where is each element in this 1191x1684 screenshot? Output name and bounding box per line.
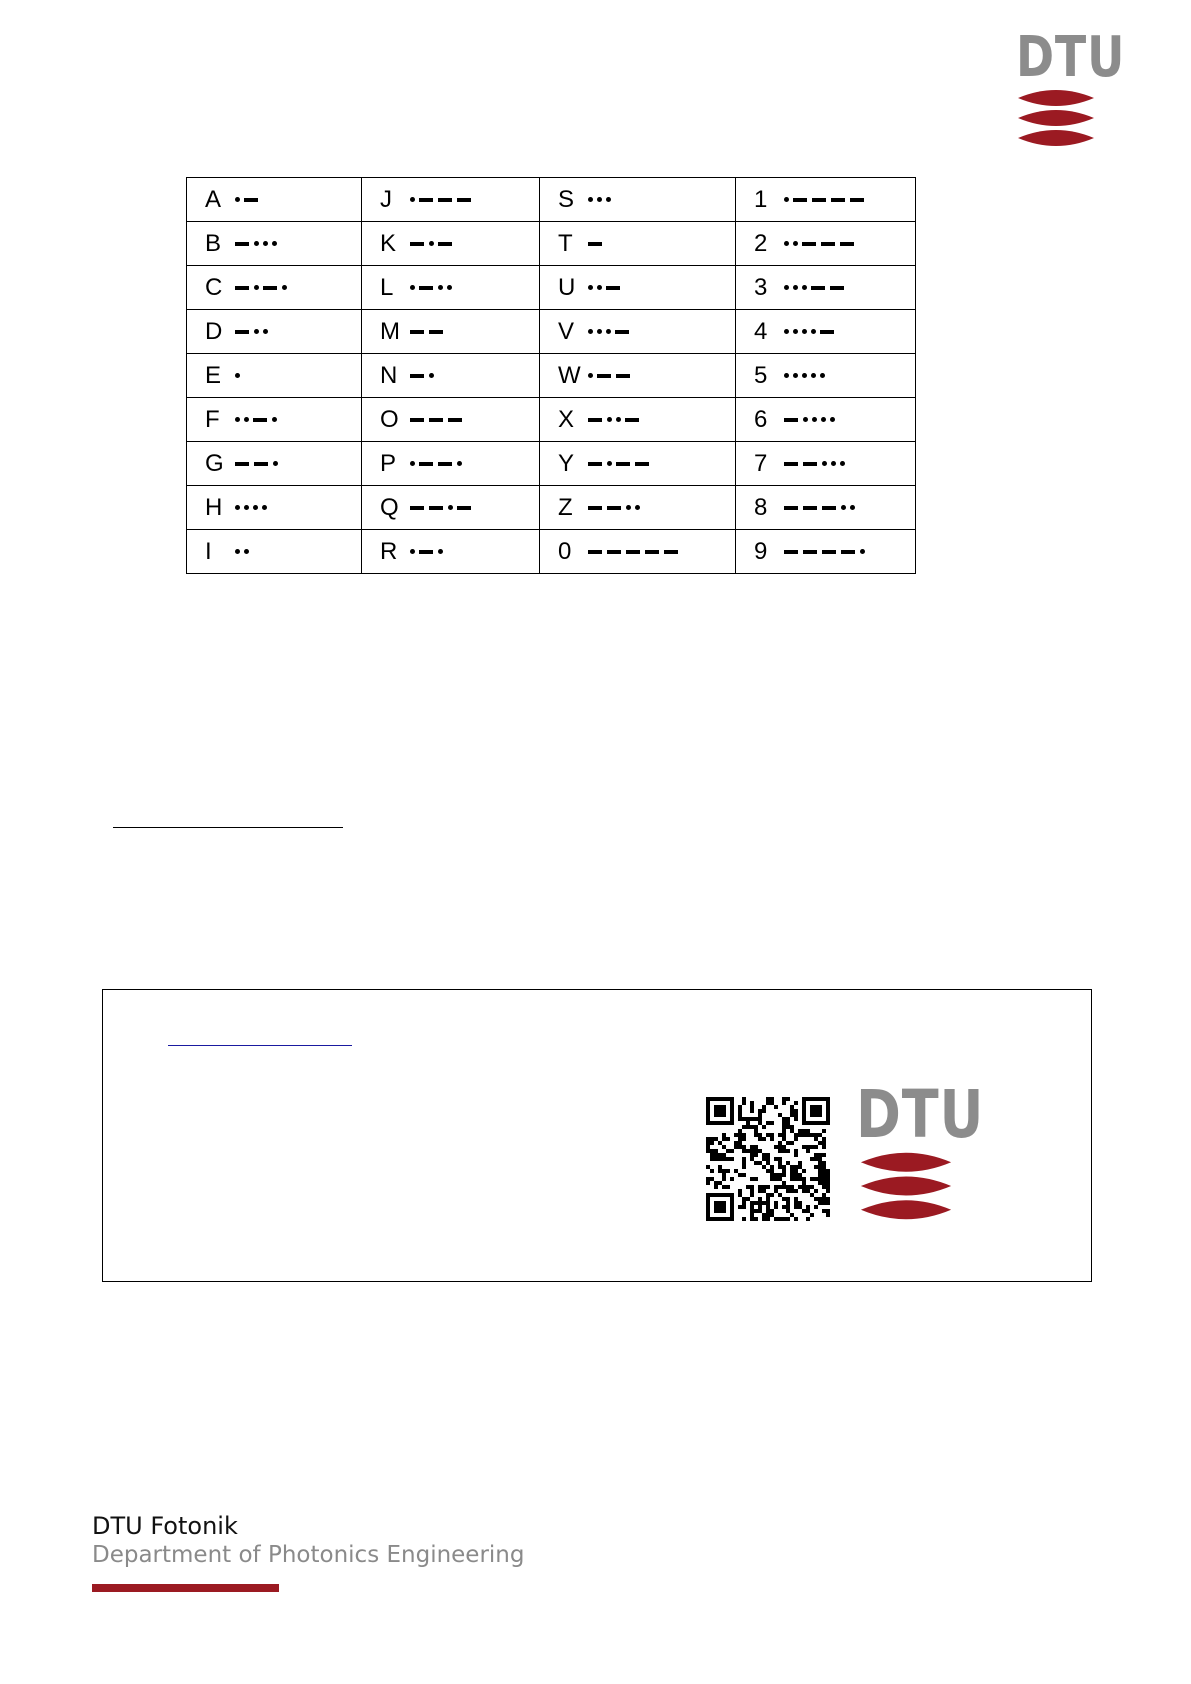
morse-dot	[793, 285, 798, 290]
morse-dot	[410, 461, 415, 466]
morse-code	[235, 241, 281, 246]
morse-dash	[820, 330, 834, 334]
table-row	[187, 398, 916, 442]
morse-cell	[736, 354, 916, 398]
morse-dash	[588, 506, 602, 510]
morse-code	[410, 373, 438, 378]
morse-code	[588, 417, 644, 422]
morse-character: D	[205, 317, 223, 345]
morse-dash	[419, 286, 433, 290]
morse-dash	[253, 418, 267, 422]
morse-cell	[540, 442, 736, 486]
morse-code	[410, 461, 466, 466]
morse-dash	[588, 550, 602, 554]
morse-code	[784, 417, 839, 422]
morse-dot	[448, 505, 453, 510]
morse-cell	[540, 354, 736, 398]
morse-character: G	[205, 449, 224, 477]
morse-dot	[811, 329, 816, 334]
morse-dash	[235, 286, 249, 290]
table-row	[187, 442, 916, 486]
morse-dot	[821, 417, 826, 422]
morse-cell	[736, 266, 916, 310]
morse-dash	[429, 506, 443, 510]
morse-dot	[244, 549, 249, 554]
morse-dash	[438, 462, 452, 466]
morse-cell	[362, 486, 540, 530]
morse-character: E	[205, 361, 222, 389]
morse-dash	[438, 242, 452, 246]
morse-code	[784, 197, 869, 202]
footer-accent-bar	[92, 1584, 279, 1592]
morse-character: 1	[754, 185, 768, 213]
morse-dash	[802, 242, 816, 246]
morse-dot	[263, 241, 268, 246]
morse-cell	[540, 266, 736, 310]
morse-cell	[187, 178, 362, 222]
morse-character: 5	[754, 361, 768, 389]
morse-dash	[803, 462, 817, 466]
morse-cell	[362, 442, 540, 486]
morse-dot	[235, 549, 240, 554]
morse-dash	[850, 198, 864, 202]
morse-dot	[802, 329, 807, 334]
morse-cell	[362, 178, 540, 222]
morse-cell	[736, 530, 916, 574]
morse-code	[784, 285, 849, 290]
morse-dash	[235, 462, 249, 466]
morse-dot	[635, 505, 640, 510]
morse-cell	[736, 442, 916, 486]
morse-character: F	[205, 405, 220, 433]
table-row	[187, 486, 916, 530]
morse-code	[235, 329, 272, 334]
table-row	[187, 354, 916, 398]
morse-code	[410, 418, 467, 422]
morse-code	[235, 549, 253, 554]
morse-cell	[362, 398, 540, 442]
morse-character: T	[558, 229, 573, 257]
morse-dot	[457, 461, 462, 466]
morse-dot	[802, 285, 807, 290]
morse-dash	[840, 242, 854, 246]
morse-dot	[626, 505, 631, 510]
morse-dot	[263, 329, 268, 334]
morse-code	[784, 549, 869, 554]
morse-code	[588, 461, 654, 466]
morse-dot	[784, 329, 789, 334]
morse-dot	[244, 505, 249, 510]
morse-dot	[784, 373, 789, 378]
morse-dot	[282, 285, 287, 290]
morse-dot	[235, 417, 240, 422]
morse-code	[784, 241, 859, 246]
morse-dot	[784, 241, 789, 246]
morse-code	[235, 197, 263, 202]
morse-dot	[273, 461, 278, 466]
morse-dash	[626, 550, 640, 554]
morse-dot	[253, 505, 258, 510]
dtu-waves-icon	[856, 1148, 966, 1224]
morse-code	[410, 330, 448, 334]
morse-dash	[244, 198, 258, 202]
morse-cell	[736, 178, 916, 222]
morse-cell	[187, 442, 362, 486]
morse-dash	[457, 198, 471, 202]
morse-character: 4	[754, 317, 768, 345]
morse-character: 0	[558, 537, 572, 565]
morse-dash	[812, 198, 826, 202]
morse-dash	[410, 242, 424, 246]
morse-dash	[793, 198, 807, 202]
morse-dash	[822, 506, 836, 510]
morse-code-table	[186, 177, 916, 574]
morse-cell	[362, 354, 540, 398]
morse-dot	[812, 417, 817, 422]
morse-cell	[187, 486, 362, 530]
morse-dash	[606, 286, 620, 290]
morse-character: 8	[754, 493, 768, 521]
morse-cell	[540, 310, 736, 354]
morse-character: 3	[754, 273, 768, 301]
morse-dash	[831, 198, 845, 202]
morse-code	[410, 197, 476, 202]
morse-cell	[187, 222, 362, 266]
morse-dash	[429, 418, 443, 422]
morse-character: A	[205, 185, 222, 213]
morse-cell	[187, 266, 362, 310]
dtu-logo-top	[1016, 25, 1126, 150]
morse-code	[784, 461, 849, 466]
morse-dot	[429, 241, 434, 246]
footer-subtitle: Department of Photonics Engineering	[92, 1542, 525, 1568]
morse-dash	[588, 418, 602, 422]
morse-cell	[187, 530, 362, 574]
morse-dash	[645, 550, 659, 554]
morse-dot	[597, 285, 602, 290]
morse-character: 2	[754, 229, 768, 257]
morse-code	[784, 373, 829, 378]
qr-code-icon	[706, 1097, 830, 1226]
morse-dot	[588, 285, 593, 290]
morse-dash	[588, 242, 602, 246]
dtu-waves-icon	[1016, 86, 1116, 150]
morse-code	[784, 505, 859, 510]
morse-cell	[187, 310, 362, 354]
morse-code	[588, 329, 634, 334]
morse-dot	[793, 329, 798, 334]
morse-dot	[820, 373, 825, 378]
morse-character: 6	[754, 405, 768, 433]
morse-dash	[410, 506, 424, 510]
morse-dash	[419, 550, 433, 554]
morse-character: S	[558, 185, 575, 213]
morse-code	[235, 505, 271, 510]
morse-character: H	[205, 493, 223, 521]
morse-dot	[438, 285, 443, 290]
morse-cell	[540, 530, 736, 574]
morse-code	[588, 373, 635, 378]
morse-dash	[803, 550, 817, 554]
morse-dot	[447, 285, 452, 290]
morse-dot	[588, 197, 593, 202]
morse-code	[588, 285, 625, 290]
morse-cell	[187, 398, 362, 442]
morse-code	[235, 461, 282, 466]
morse-dash	[410, 374, 424, 378]
morse-cell	[540, 178, 736, 222]
morse-cell	[540, 398, 736, 442]
morse-cell	[362, 266, 540, 310]
morse-dot	[830, 417, 835, 422]
morse-dash	[429, 330, 443, 334]
morse-dash	[664, 550, 678, 554]
morse-dot	[235, 373, 240, 378]
morse-dot	[235, 197, 240, 202]
morse-code	[235, 417, 281, 422]
table-row	[187, 310, 916, 354]
morse-dot	[588, 373, 593, 378]
morse-code	[410, 241, 457, 246]
morse-dash	[625, 418, 639, 422]
morse-dot	[262, 505, 267, 510]
morse-dot	[616, 417, 621, 422]
morse-dot	[410, 197, 415, 202]
morse-dot	[822, 461, 827, 466]
morse-code	[410, 505, 476, 510]
morse-dot	[272, 241, 277, 246]
morse-cell	[736, 310, 916, 354]
morse-dot	[429, 373, 434, 378]
morse-character: Y	[558, 449, 575, 477]
morse-dash	[607, 550, 621, 554]
morse-dot	[850, 505, 855, 510]
morse-cell	[736, 398, 916, 442]
morse-dot	[410, 549, 415, 554]
table-row	[187, 178, 916, 222]
morse-dash	[830, 286, 844, 290]
morse-dash	[784, 462, 798, 466]
morse-dot	[840, 461, 845, 466]
morse-dot	[811, 373, 816, 378]
morse-dot	[607, 461, 612, 466]
morse-dot	[784, 197, 789, 202]
morse-dot	[606, 197, 611, 202]
morse-dash	[235, 242, 249, 246]
morse-dot	[254, 241, 259, 246]
morse-dot	[272, 417, 277, 422]
dtu-logo-box	[856, 1076, 985, 1224]
dtu-logo-text: DTU	[856, 1076, 985, 1153]
morse-dash	[811, 286, 825, 290]
morse-dot	[784, 285, 789, 290]
morse-dash	[419, 198, 433, 202]
morse-character: B	[205, 229, 222, 257]
morse-code	[588, 242, 607, 246]
morse-character: O	[380, 405, 399, 433]
morse-dash	[821, 242, 835, 246]
morse-dash	[616, 374, 630, 378]
morse-dot	[606, 329, 611, 334]
dtu-logo-text: DTU	[1016, 25, 1126, 90]
morse-dash	[635, 462, 649, 466]
morse-dot	[793, 373, 798, 378]
morse-dot	[803, 417, 808, 422]
morse-cell	[540, 486, 736, 530]
morse-character: W	[558, 361, 581, 389]
morse-dot	[254, 329, 259, 334]
morse-dot	[588, 329, 593, 334]
morse-character: L	[380, 273, 394, 301]
morse-dot	[860, 549, 865, 554]
morse-character: X	[558, 405, 575, 433]
morse-dot	[597, 329, 602, 334]
morse-dash	[784, 506, 798, 510]
morse-dot	[831, 461, 836, 466]
morse-dash	[784, 418, 798, 422]
morse-dash	[263, 286, 277, 290]
morse-character: 9	[754, 537, 768, 565]
morse-code	[235, 373, 244, 378]
morse-cell	[362, 310, 540, 354]
link-underline	[168, 1045, 352, 1046]
morse-code	[410, 285, 456, 290]
morse-code	[588, 550, 683, 554]
morse-dash	[448, 418, 462, 422]
morse-dash	[410, 330, 424, 334]
morse-character: 7	[754, 449, 768, 477]
morse-dot	[597, 197, 602, 202]
morse-character: Z	[558, 493, 573, 521]
morse-dash	[607, 506, 621, 510]
morse-code	[784, 329, 839, 334]
morse-character: P	[380, 449, 397, 477]
info-box	[102, 989, 1092, 1282]
morse-dot	[793, 241, 798, 246]
morse-character: Q	[380, 493, 399, 521]
morse-dash	[254, 462, 268, 466]
morse-code	[410, 549, 447, 554]
footer-title: DTU Fotonik	[92, 1512, 238, 1540]
morse-dash	[588, 462, 602, 466]
morse-code	[235, 285, 291, 290]
morse-dash	[615, 330, 629, 334]
morse-dash	[616, 462, 630, 466]
morse-dash	[803, 506, 817, 510]
morse-dash	[410, 418, 424, 422]
morse-character: V	[558, 317, 575, 345]
morse-dot	[607, 417, 612, 422]
morse-cell	[362, 530, 540, 574]
morse-dot	[235, 505, 240, 510]
morse-code	[588, 505, 644, 510]
morse-character: I	[205, 537, 212, 565]
morse-cell	[540, 222, 736, 266]
footer	[92, 1512, 525, 1592]
morse-cell	[187, 354, 362, 398]
morse-dot	[254, 285, 259, 290]
morse-dot	[438, 549, 443, 554]
morse-dash	[457, 506, 471, 510]
morse-dot	[841, 505, 846, 510]
table-row	[187, 222, 916, 266]
table-row	[187, 530, 916, 574]
morse-dash	[822, 550, 836, 554]
morse-character: U	[558, 273, 576, 301]
morse-cell	[362, 222, 540, 266]
morse-dash	[597, 374, 611, 378]
underline-rule	[113, 827, 343, 828]
morse-character: J	[380, 185, 392, 213]
morse-code	[588, 197, 615, 202]
morse-cell	[736, 222, 916, 266]
morse-cell	[736, 486, 916, 530]
table-row	[187, 266, 916, 310]
morse-dash	[841, 550, 855, 554]
morse-dash	[784, 550, 798, 554]
morse-dot	[802, 373, 807, 378]
morse-character: N	[380, 361, 398, 389]
morse-character: M	[380, 317, 400, 345]
morse-dot	[410, 285, 415, 290]
morse-dash	[235, 330, 249, 334]
morse-character: C	[205, 273, 223, 301]
morse-dash	[419, 462, 433, 466]
morse-dot	[244, 417, 249, 422]
morse-character: R	[380, 537, 398, 565]
morse-character: K	[380, 229, 397, 257]
morse-dash	[438, 198, 452, 202]
